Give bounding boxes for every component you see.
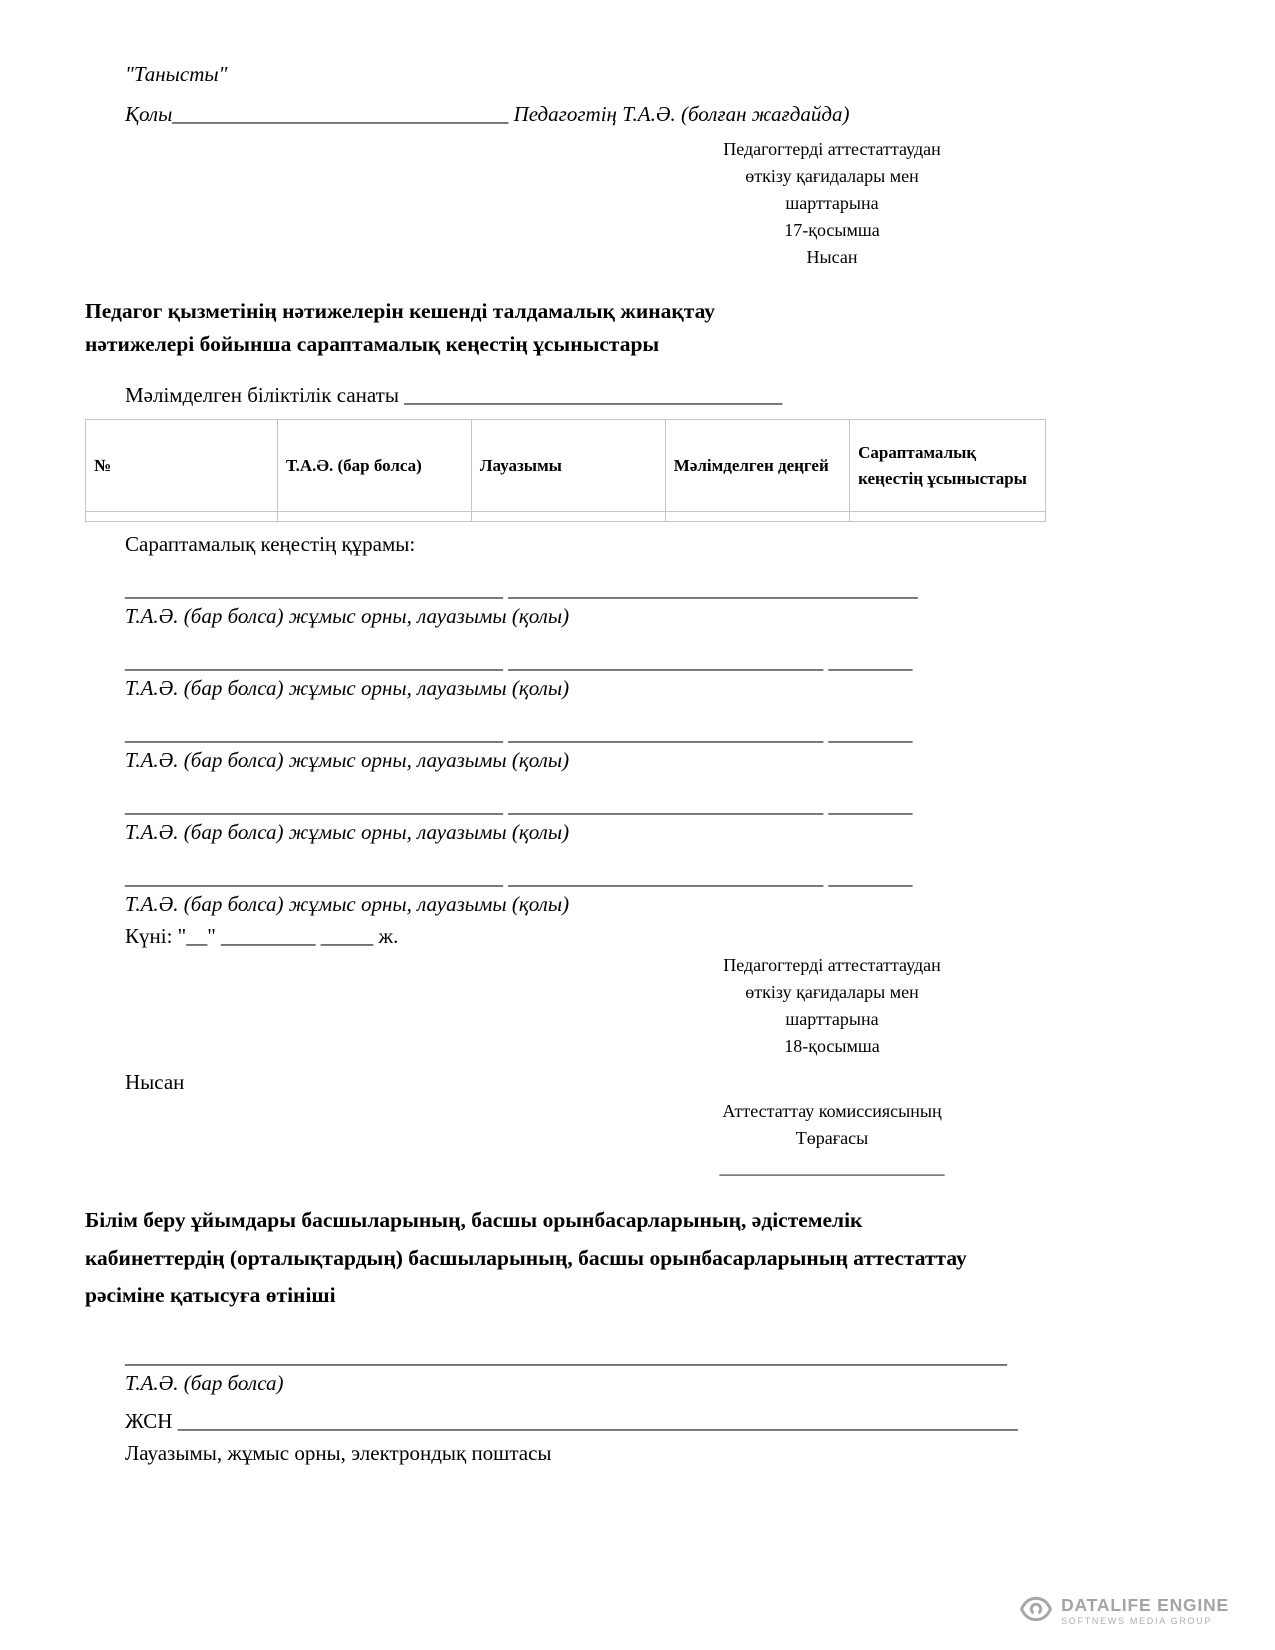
signature-row [125,100,1190,128]
application-heading-line: рәсіміне қатысуға өтініші [85,1283,336,1307]
table-header-position: Лауазымы [471,420,665,512]
table-empty-cell [850,512,1046,522]
council-member-entry [125,792,1190,846]
chairman-blank-line: _________________________ [719,1157,945,1177]
table-empty-cell [86,512,278,522]
council-member-entry [125,720,1190,774]
table-empty-cell [277,512,471,522]
appendix-17-line: Педагогтерді аттестаттаудан [723,139,941,159]
council-member-entry [125,864,1190,918]
application-heading [85,1202,1105,1315]
member-blank-line: ____________________________________ ______________________________ ________ [125,793,913,817]
member-blank-line: ____________________________________ _______________________________________ [125,577,918,601]
applicant-name-blank-line: ____________________________________________________________________________________ [125,1343,1007,1368]
iin-line: ЖСН ________________________________________________________________________________ [125,1408,1018,1433]
datalife-eye-logo-icon [1019,1592,1053,1631]
appendix-17-line: өткізу қағидалары мен [745,166,919,186]
application-heading-line: кабинеттердің (орталықтардың) басшыларының, басшы орынбасарларының аттестаттау [85,1245,967,1270]
date-line: Күні: "__" _________ _____ ж. [125,924,399,948]
applicant-position-caption: Лауазымы, жұмыс орны, электрондық поштасы [125,1440,552,1465]
member-caption: Т.А.Ә. (бар болса) жұмыс орны, лауазымы (қолы) [125,604,570,628]
member-caption: Т.А.Ә. (бар болса) жұмыс орны, лауазымы (қолы) [125,748,570,772]
application-heading-line: Білім беру ұйымдары басшыларының, басшы орынбасарларының, әдістемелік [85,1208,863,1232]
member-caption: Т.А.Ә. (бар болса) жұмыс орны, лауазымы (қолы) [125,892,570,916]
watermark-text [1061,1596,1229,1627]
council-composition-title: Сараптамалық кеңестің құрамы: [125,532,416,556]
member-blank-line: ____________________________________ ______________________________ ________ [125,721,913,745]
table-header-name: Т.А.Ә. (бар болса) [277,420,471,512]
member-caption: Т.А.Ә. (бар болса) жұмыс орны, лауазымы (қолы) [125,820,570,844]
table-empty-cell [665,512,849,522]
table-empty-cell [471,512,665,522]
member-blank-line: ____________________________________ ______________________________ ________ [125,865,913,889]
claimed-category-line: Мәлімделген біліктілік санаты ____________________________________ [125,383,783,407]
member-blank-line: ____________________________________ ______________________________ ________ [125,649,913,673]
council-member-entry [125,648,1190,702]
recommendations-heading-line: нәтижелері бойынша сараптамалық кеңестің ұсыныстары [85,332,660,356]
applicant-name-caption: Т.А.Ә. (бар болса) [125,1370,284,1395]
table-header-claimed-level: Мәлімделген деңгей [665,420,849,512]
form-label: Нысан [125,1070,185,1094]
appendix-18-note [607,952,1057,1060]
experts-table-header-row [86,420,1046,512]
commission-line: Аттестаттау комиссиясының [722,1101,942,1121]
watermark-subtitle: SOFTNEWS MEDIA GROUP [1061,1616,1213,1626]
appendix-17-note [607,136,1057,271]
signature-caption: Педагогтің Т.А.Ә. (болған жағдайда) [513,102,850,126]
watermark-title: DATALIFE ENGINE [1061,1595,1229,1615]
table-header-council-recommendations: Сараптамалық кеңестің ұсыныстары [850,420,1046,512]
acknowledged-label: "Танысты" [125,62,228,86]
appendix-18-line: 18-қосымша [784,1036,880,1056]
appendix-18-line: Педагогтерді аттестаттаудан [723,955,941,975]
table-header-number: № [86,420,278,512]
commission-chair-note [607,1098,1057,1178]
commission-line: Төрағасы [795,1128,869,1148]
recommendations-heading [85,295,1190,361]
council-member-entry [125,576,1190,630]
recommendations-heading-line: Педагог қызметінің нәтижелерін кешенді талдамалық жинақтау [85,299,716,323]
appendix-18-line: шарттарына [785,1009,879,1029]
experts-table-empty-row [86,512,1046,522]
appendix-17-line: 17-қосымша [784,220,880,240]
experts-table [85,419,1046,522]
member-caption: Т.А.Ә. (бар болса) жұмыс орны, лауазымы (қолы) [125,676,570,700]
appendix-17-form-label: Нысан [806,247,858,267]
signature-blank-line: Қолы________________________________ [125,102,509,126]
appendix-18-line: өткізу қағидалары мен [745,982,919,1002]
appendix-17-line: шарттарына [785,193,879,213]
datalife-watermark [1019,1592,1229,1631]
